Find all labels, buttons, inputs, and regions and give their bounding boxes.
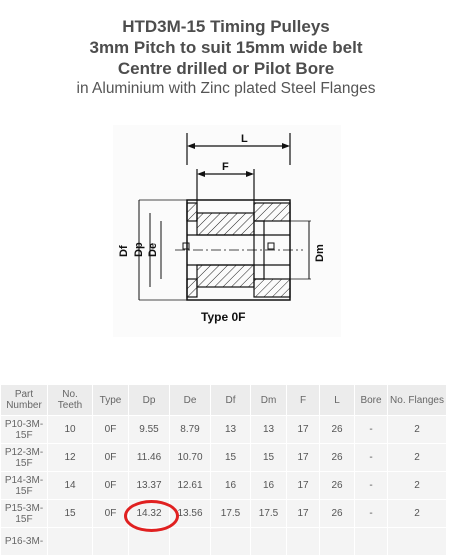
cell-teeth: 15 (48, 500, 93, 528)
cell-df: 17.5 (211, 500, 251, 528)
cell-dm: 16 (251, 472, 287, 500)
table-row (1, 472, 447, 500)
cell-type: 0F (93, 416, 129, 444)
cell-bore: - (355, 472, 388, 500)
cell-flanges (388, 528, 447, 556)
pulley-drawing (113, 125, 341, 337)
cell-df: 13 (211, 416, 251, 444)
header-f: F (287, 385, 320, 416)
label-L: L (241, 133, 248, 145)
title-line-2: 3mm Pitch to suit 15mm wide belt (89, 38, 363, 57)
pulley-diagram-svg (113, 125, 341, 337)
drawing-caption: Type 0F (201, 310, 246, 324)
cell-teeth (48, 528, 93, 556)
cell-flanges: 2 (388, 500, 447, 528)
header-bore: Bore (355, 385, 388, 416)
table-row (1, 444, 447, 472)
cell-flanges: 2 (388, 472, 447, 500)
spec-table (0, 384, 447, 556)
header-no-teeth: No. Teeth (48, 385, 93, 416)
cell-f (287, 528, 320, 556)
cell-f: 17 (287, 472, 320, 500)
cell-l: 26 (320, 416, 355, 444)
cell-dp: 13.37 (129, 472, 170, 500)
cell-f: 17 (287, 416, 320, 444)
cell-df: 15 (211, 444, 251, 472)
cell-type (93, 528, 129, 556)
header-no-flanges: No. Flanges (388, 385, 447, 416)
cell-dm (251, 528, 287, 556)
cell-dm: 17.5 (251, 500, 287, 528)
cell-bore: - (355, 500, 388, 528)
cell-l: 26 (320, 472, 355, 500)
cell-de: 13.56 (170, 500, 211, 528)
header-de: De (170, 385, 211, 416)
cell-l (320, 528, 355, 556)
table-row (1, 500, 447, 528)
cell-f: 17 (287, 500, 320, 528)
cell-df: 16 (211, 472, 251, 500)
header-dp: Dp (129, 385, 170, 416)
cell-part-number: P16-3M- (1, 528, 48, 556)
header-dm: Dm (251, 385, 287, 416)
label-Dm: Dm (314, 244, 326, 262)
cell-part-number: P12-3M-15F (1, 444, 48, 472)
header-l: L (320, 385, 355, 416)
cell-de: 10.70 (170, 444, 211, 472)
cell-l: 26 (320, 444, 355, 472)
highlight-circle (124, 500, 179, 532)
cell-part-number: P10-3M-15F (1, 416, 48, 444)
cell-dp: 11.46 (129, 444, 170, 472)
cell-part-number: P14-3M-15F (1, 472, 48, 500)
label-De: De (147, 242, 159, 257)
title-line-4: in Aluminium with Zinc plated Steel Flanges (76, 80, 376, 97)
cell-type: 0F (93, 500, 129, 528)
cell-l: 26 (320, 500, 355, 528)
header-type: Type (93, 385, 129, 416)
table-row (1, 416, 447, 444)
cell-dm: 13 (251, 416, 287, 444)
cell-flanges: 2 (388, 416, 447, 444)
cell-type: 0F (93, 472, 129, 500)
cell-teeth: 14 (48, 472, 93, 500)
table-header-row (1, 385, 447, 416)
header-part-number: Part Number (1, 385, 48, 416)
cell-bore (355, 528, 388, 556)
label-Dp: Dp (133, 242, 145, 257)
cell-dp: 9.55 (129, 416, 170, 444)
cell-bore: - (355, 444, 388, 472)
cell-dm: 15 (251, 444, 287, 472)
cell-teeth: 10 (48, 416, 93, 444)
cell-flanges: 2 (388, 444, 447, 472)
label-Df: Df (118, 245, 130, 257)
header-df: Df (211, 385, 251, 416)
cell-de: 12.61 (170, 472, 211, 500)
cell-df (211, 528, 251, 556)
cell-de (170, 528, 211, 556)
cell-de: 8.79 (170, 416, 211, 444)
page-heading (0, 16, 452, 99)
cell-dp-highlighted: 14.32 (129, 500, 170, 528)
title-line-3: Centre drilled or Pilot Bore (117, 59, 335, 78)
label-F: F (222, 161, 229, 173)
cell-bore: - (355, 416, 388, 444)
cell-f: 17 (287, 444, 320, 472)
cell-part-number: P15-3M-15F (1, 500, 48, 528)
table-row (1, 528, 447, 556)
title-line-1: HTD3M-15 Timing Pulleys (122, 17, 330, 36)
cell-teeth: 12 (48, 444, 93, 472)
cell-type: 0F (93, 444, 129, 472)
